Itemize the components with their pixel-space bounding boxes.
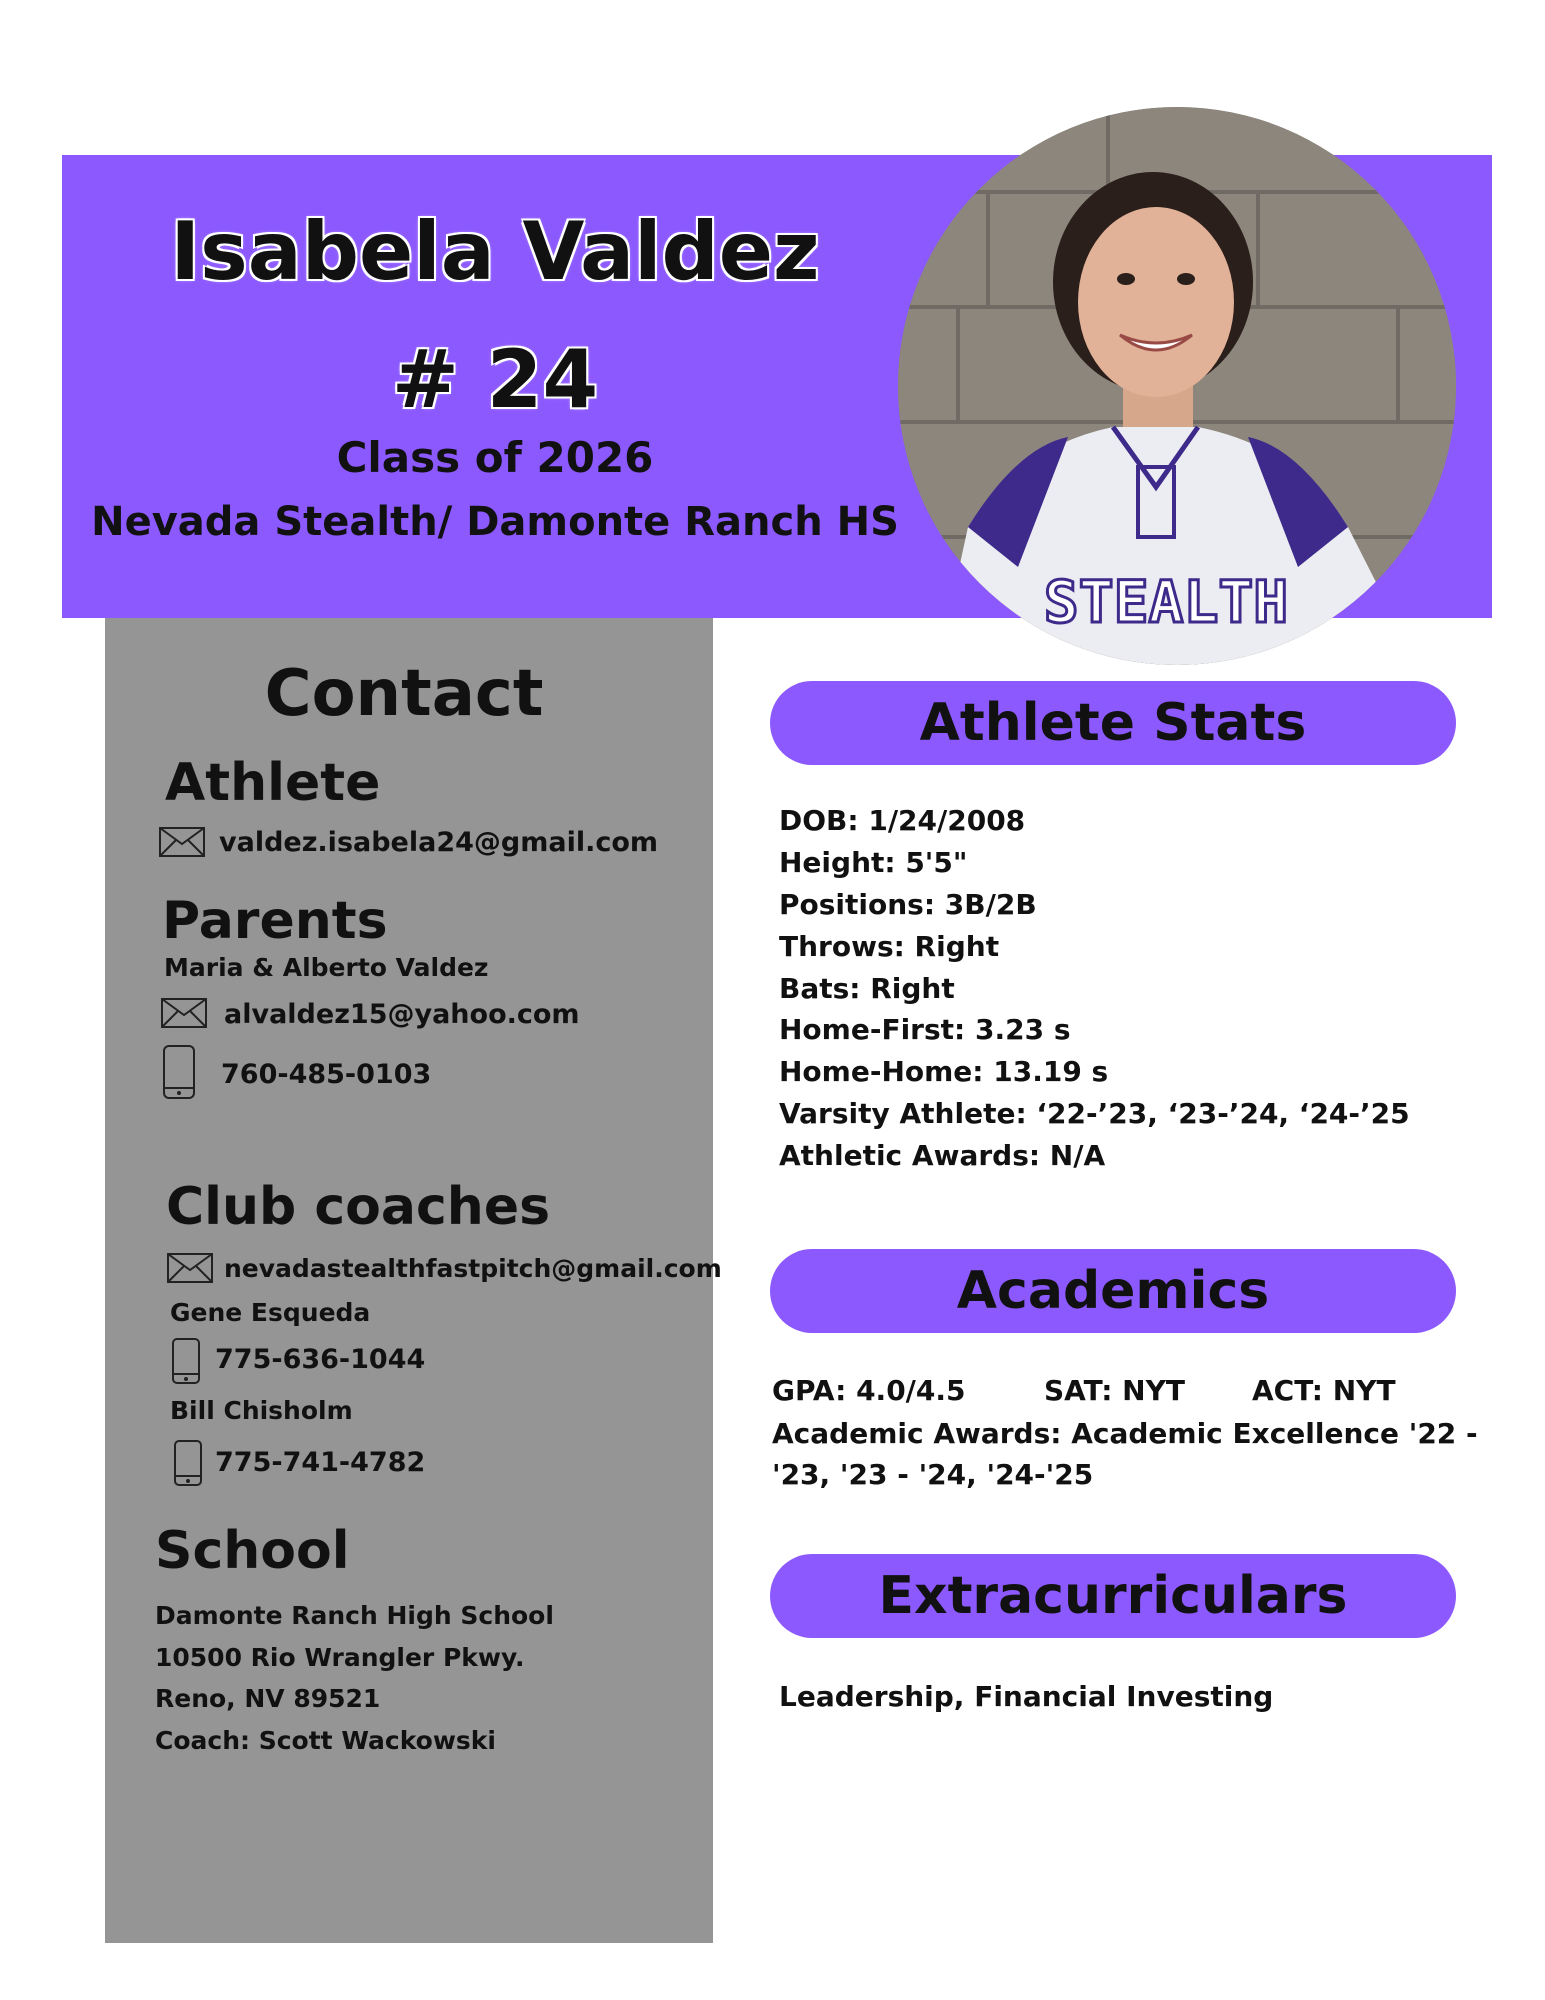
stat-height: Height: 5'5" <box>779 846 968 879</box>
coach-gene-name: Gene Esqueda <box>170 1298 371 1327</box>
phone-icon <box>161 1044 197 1100</box>
athlete-name: Isabela Valdez <box>170 205 820 298</box>
stat-athletic-awards: Athletic Awards: N/A <box>779 1139 1106 1172</box>
parents-email[interactable]: alvaldez15@yahoo.com <box>224 999 580 1030</box>
extracurriculars-text: Leadership, Financial Investing <box>779 1680 1274 1713</box>
academics-sat: SAT: NYT <box>1044 1374 1185 1407</box>
stat-positions: Positions: 3B/2B <box>779 888 1037 921</box>
school-heading: School <box>155 1521 350 1581</box>
school-city: Reno, NV 89521 <box>155 1684 381 1713</box>
club-coaches-email[interactable]: nevadastealthfastpitch@gmail.com <box>224 1254 722 1283</box>
school-address: 10500 Rio Wrangler Pkwy. <box>155 1643 525 1672</box>
club-coaches-heading: Club coaches <box>166 1177 551 1237</box>
parents-phone[interactable]: 760-485-0103 <box>221 1059 432 1090</box>
jersey-lettering: STEALTH <box>1043 568 1289 636</box>
parents-heading: Parents <box>162 891 388 951</box>
academics-gpa: GPA: 4.0/4.5 <box>772 1374 966 1407</box>
stat-home-home: Home-Home: 13.19 s <box>779 1055 1109 1088</box>
school-name: Damonte Ranch High School <box>155 1601 554 1630</box>
extracurriculars-heading: Extracurriculars <box>770 1554 1456 1638</box>
jersey-number: # 24 <box>391 333 599 426</box>
parents-names: Maria & Alberto Valdez <box>164 953 489 982</box>
academics-act: ACT: NYT <box>1252 1374 1396 1407</box>
athlete-photo <box>898 107 1456 665</box>
coach-bill-phone[interactable]: 775-741-4782 <box>215 1447 426 1478</box>
academics-heading: Academics <box>770 1249 1456 1333</box>
academic-awards-line1: Academic Awards: Academic Excellence '22 - <box>772 1417 1478 1450</box>
stat-bats: Bats: Right <box>779 972 955 1005</box>
email-icon <box>160 997 208 1029</box>
team-school: Nevada Stealth/ Damonte Ranch HS <box>91 499 899 545</box>
coach-gene-phone[interactable]: 775-636-1044 <box>215 1344 426 1375</box>
graduation-class: Class of 2026 <box>336 433 654 482</box>
phone-icon <box>173 1439 203 1487</box>
athlete-stats-heading: Athlete Stats <box>770 681 1456 765</box>
athlete-heading: Athlete <box>165 753 381 813</box>
contact-title: Contact <box>264 657 544 731</box>
email-icon <box>166 1252 214 1284</box>
stat-varsity: Varsity Athlete: ‘22-’23, ‘23-’24, ‘24-’25 <box>779 1097 1410 1130</box>
school-coach: Coach: Scott Wackowski <box>155 1726 496 1755</box>
athlete-email[interactable]: valdez.isabela24@gmail.com <box>219 827 659 858</box>
stat-throws: Throws: Right <box>779 930 1000 963</box>
academic-awards-line2: '23, '23 - '24, '24-'25 <box>772 1458 1094 1491</box>
stat-home-first: Home-First: 3.23 s <box>779 1013 1071 1046</box>
stat-dob: DOB: 1/24/2008 <box>779 804 1026 837</box>
coach-bill-name: Bill Chisholm <box>170 1396 353 1425</box>
phone-icon <box>171 1337 201 1385</box>
email-icon <box>158 826 206 858</box>
